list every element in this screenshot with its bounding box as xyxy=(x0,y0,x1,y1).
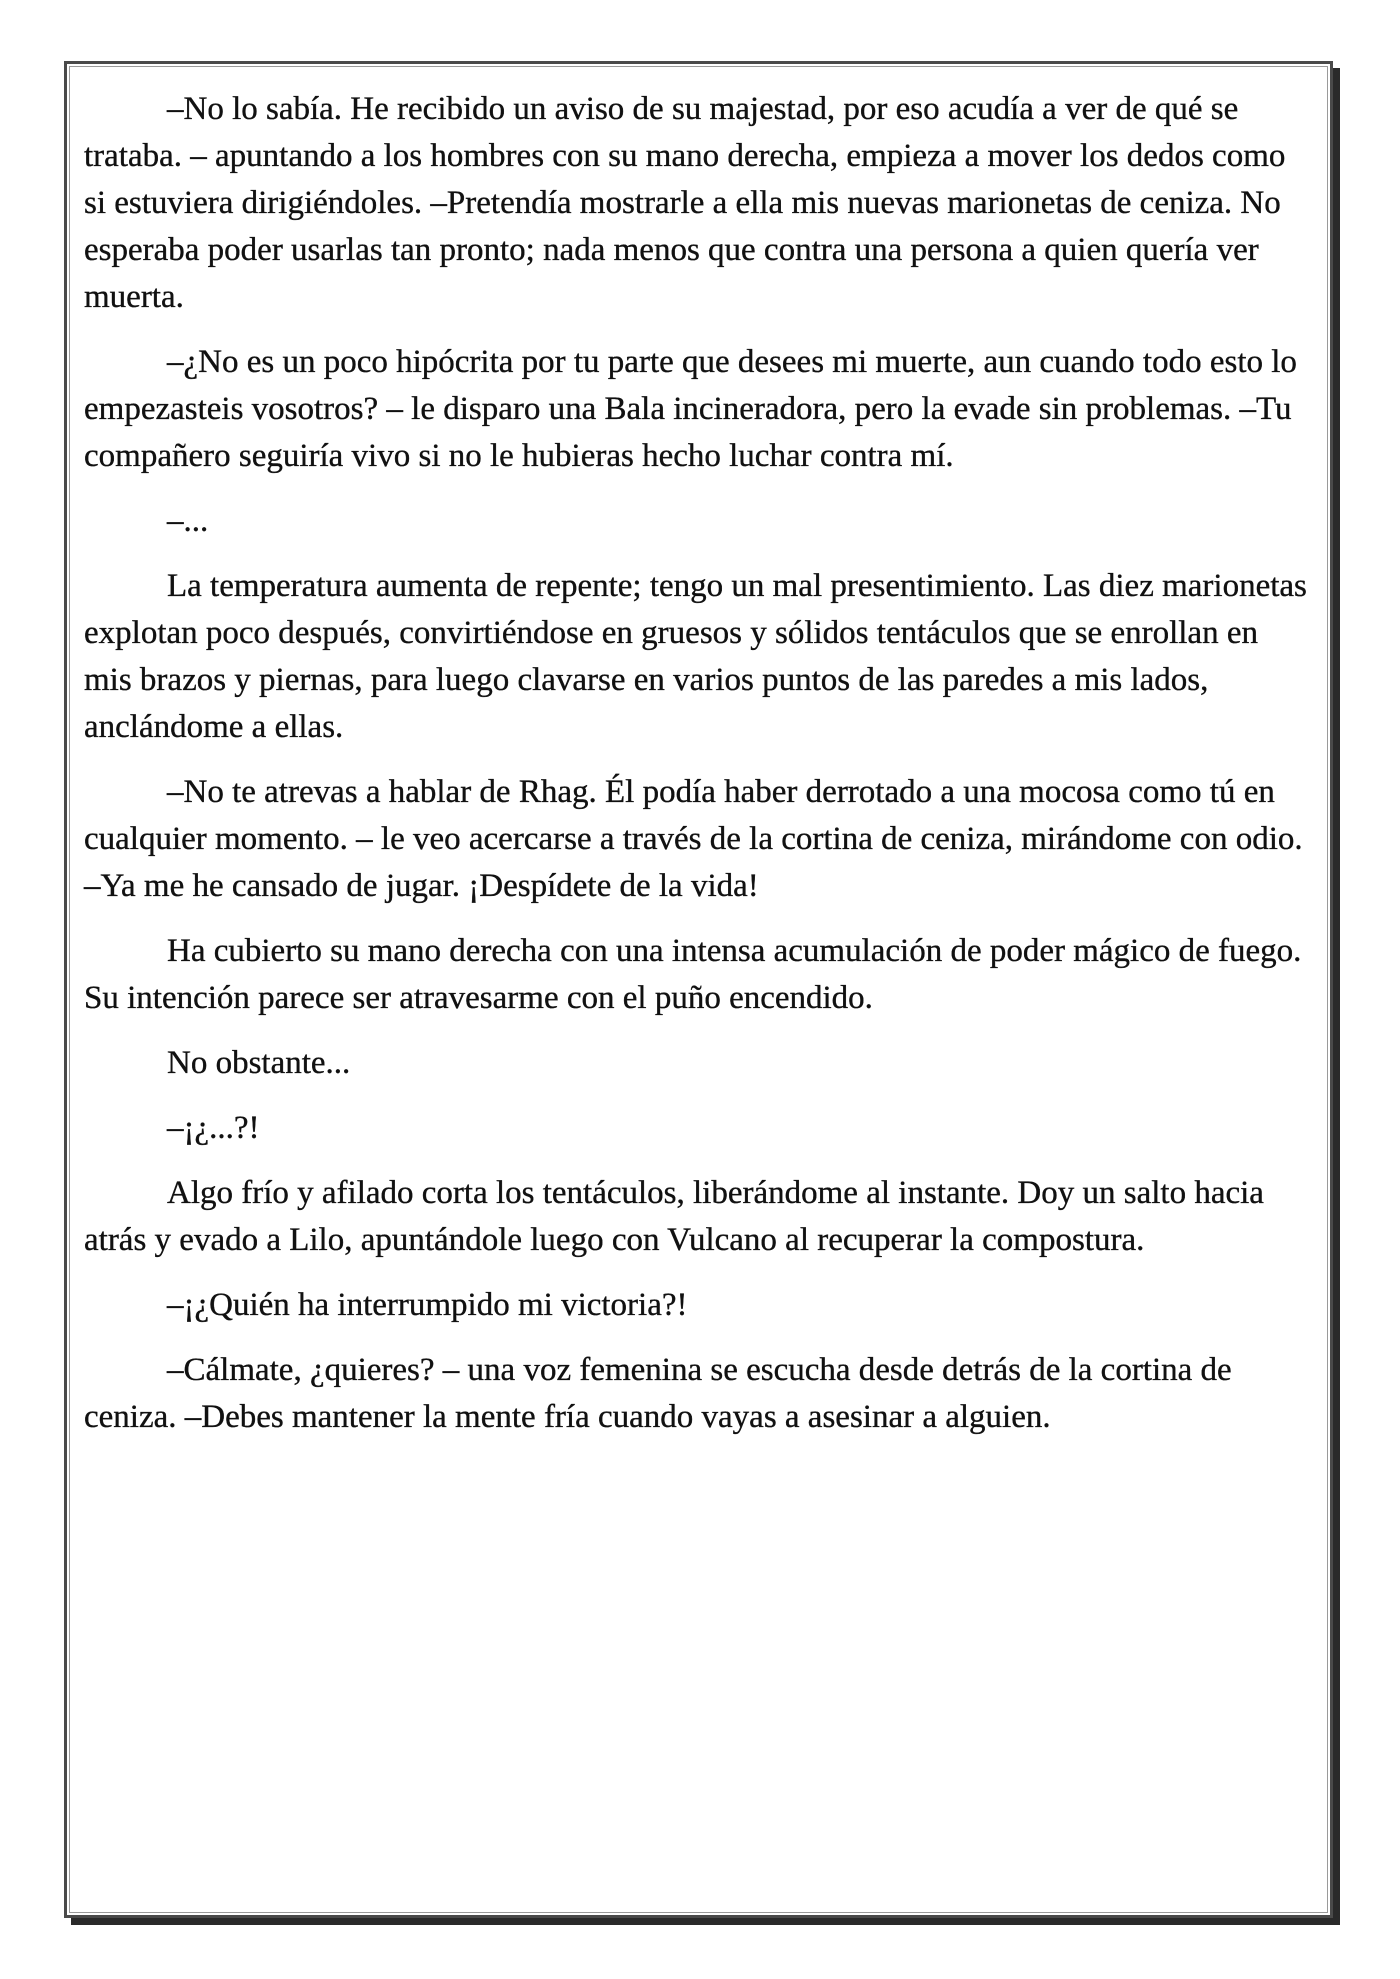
paragraph: –¡¿...?! xyxy=(167,1110,260,1146)
paragraph: –Cálmate, ¿quieres? – una voz femenina se escucha desde detrás de la cortina de ceniza. –Debes mantener la mente fría cuando vayas a asesinar a alguien. xyxy=(84,1352,1232,1435)
paragraph: Ha cubierto su mano derecha con una intensa acumulación de poder mágico de fuego. Su intención parece ser atravesarme con el puño encendido. xyxy=(84,933,1302,1016)
paragraph: –¿No es un poco hipócrita por tu parte que desees mi muerte, aun cuando todo esto lo empezasteis vosotros? – le disparo una Bala incineradora, pero la evade sin problemas. –Tu compañero seguiría vivo si no le hubieras hecho luchar contra mí. xyxy=(84,344,1297,474)
paragraph: No obstante... xyxy=(167,1045,351,1081)
paragraph: –¡¿Quién ha interrumpido mi victoria?! xyxy=(167,1287,688,1323)
paragraph: La temperatura aumenta de repente; tengo un mal presentimiento. Las diez marionetas explotan poco después, convirtiéndose en gruesos y sólidos tentáculos que se enrollan en mis brazos y piernas, para luego clavarse en varios puntos de las paredes a mis lados, anclándome a ellas. xyxy=(84,568,1307,745)
paragraph: –... xyxy=(167,503,209,539)
page-text xyxy=(84,86,1313,1459)
paragraph: –No lo sabía. He recibido un aviso de su majestad, por eso acudía a ver de qué se trataba. – apuntando a los hombres con su mano derecha, empieza a mover los dedos como si estuviera dirigiéndoles. –Pretendía mostrarle a ella mis nuevas marionetas de ceniza. No esperaba poder usarlas tan pronto; nada menos que contra una persona a quien quería ver muerta. xyxy=(84,91,1286,315)
paragraph: –No te atrevas a hablar de Rhag. Él podía haber derrotado a una mocosa como tú en cualquier momento. – le veo acercarse a través de la cortina de ceniza, mirándome con odio. –Ya me he cansado de jugar. ¡Despídete de la vida! xyxy=(84,774,1303,904)
page-frame xyxy=(64,61,1333,1918)
paragraph: Algo frío y afilado corta los tentáculos, liberándome al instante. Doy un salto hacia atrás y evado a Lilo, apuntándole luego con Vulcano al recuperar la compostura. xyxy=(84,1175,1264,1258)
